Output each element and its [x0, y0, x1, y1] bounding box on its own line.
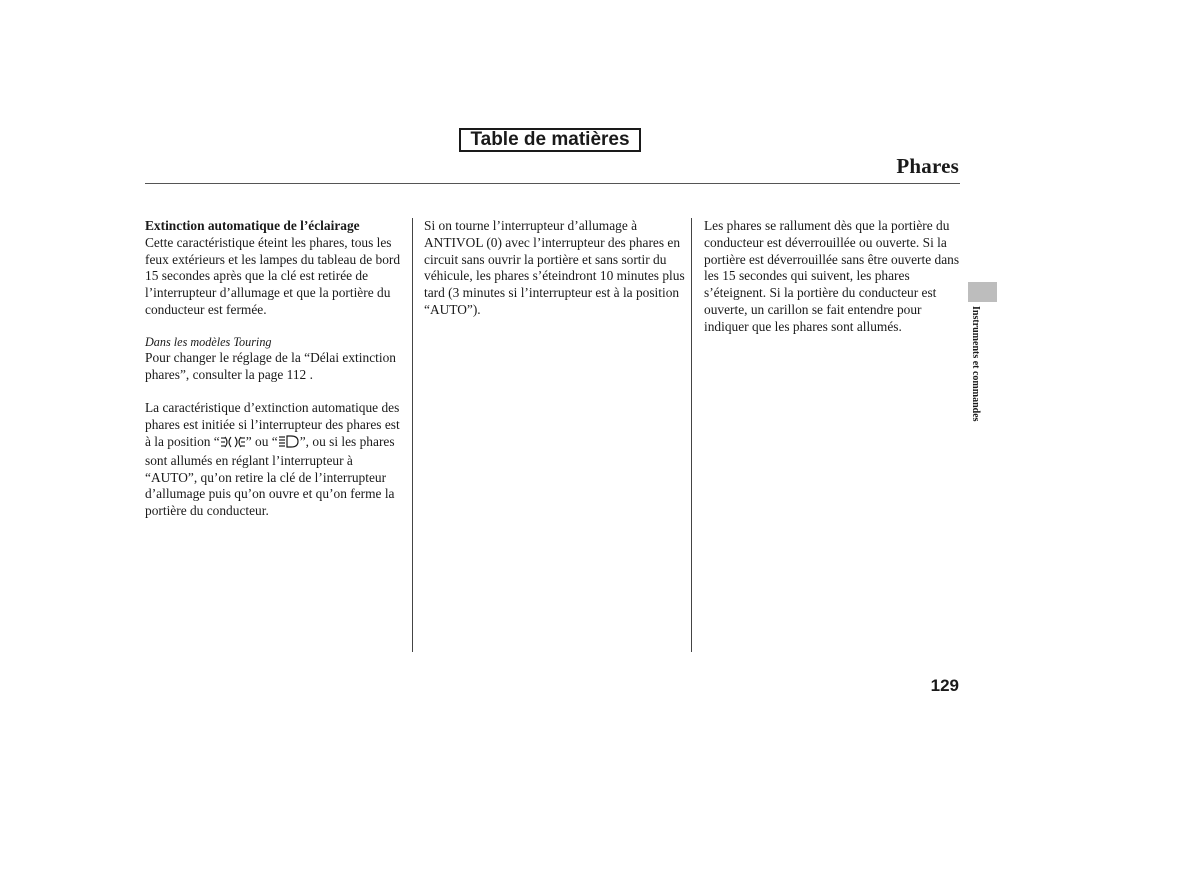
touring-note: Dans les modèles Touring [145, 334, 272, 349]
column-divider-1 [412, 218, 413, 652]
section-title: Phares [896, 154, 959, 178]
column-1 [145, 218, 407, 520]
parking-lights-icon [220, 436, 246, 453]
paragraph-3-part-b: ” ou “ [245, 433, 278, 449]
header-divider [145, 183, 960, 184]
paragraph-3-part-c: ”, ou si les phares sont allumés en réglant l’interrupteur à “AUTO”, qu’on retire la clé de l’interrupteur d’allumage puis qu’on ouvre et qu’on ferme la portière du conducteur. [145, 433, 395, 519]
column-1-paragraph-3 [145, 400, 407, 520]
section-side-label: Instruments et commandes [970, 306, 981, 422]
column-3-paragraph-1: Les phares se rallument dès que la portière du conducteur est déverrouillée ou ouverte. Si la portière est déverrouillée sans être ouverte dans les 15 secondes qui suivent, les phares s’éteignent. Si la portière du conducteur est ouverte, un carillon se fait entendre pour indiquer que les phares sont allumés. [704, 218, 960, 334]
section-tab-marker [968, 282, 997, 302]
paragraph-3-part-a: La caractéristique d’extinction automatique des phares est initiée si l’interrupteur des phares est à la position “ [145, 400, 400, 449]
column-3 [704, 218, 960, 336]
column-2-paragraph-1: Si on tourne l’interrupteur d’allumage à ANTIVOL (0) avec l’interrupteur des phares en circuit sans ouvrir la portière et sans sortir du véhicule, les phares s’éteindront 10 minutes plus tard (3 minutes si l’interrupteur est à la position “AUTO”). [424, 218, 685, 317]
table-of-contents-button[interactable]: Table de matières [459, 128, 641, 152]
page-number: 129 [930, 676, 959, 695]
column-1-paragraph-1: Cette caractéristique éteint les phares, tous les feux extérieurs et les lampes du tableau de bord 15 secondes après que la clé est retirée de l’interrupteur d’allumage et que la portière du conducteur est fermée. [145, 234, 401, 317]
column-1-paragraph-2: Pour changer le réglage de la “Délai extinction phares”, consulter la page 112 . [145, 349, 396, 382]
column-2 [424, 218, 686, 319]
column-1-heading: Extinction automatique de l’éclairage [145, 218, 360, 233]
headlight-icon [278, 435, 300, 453]
column-divider-2 [691, 218, 692, 652]
